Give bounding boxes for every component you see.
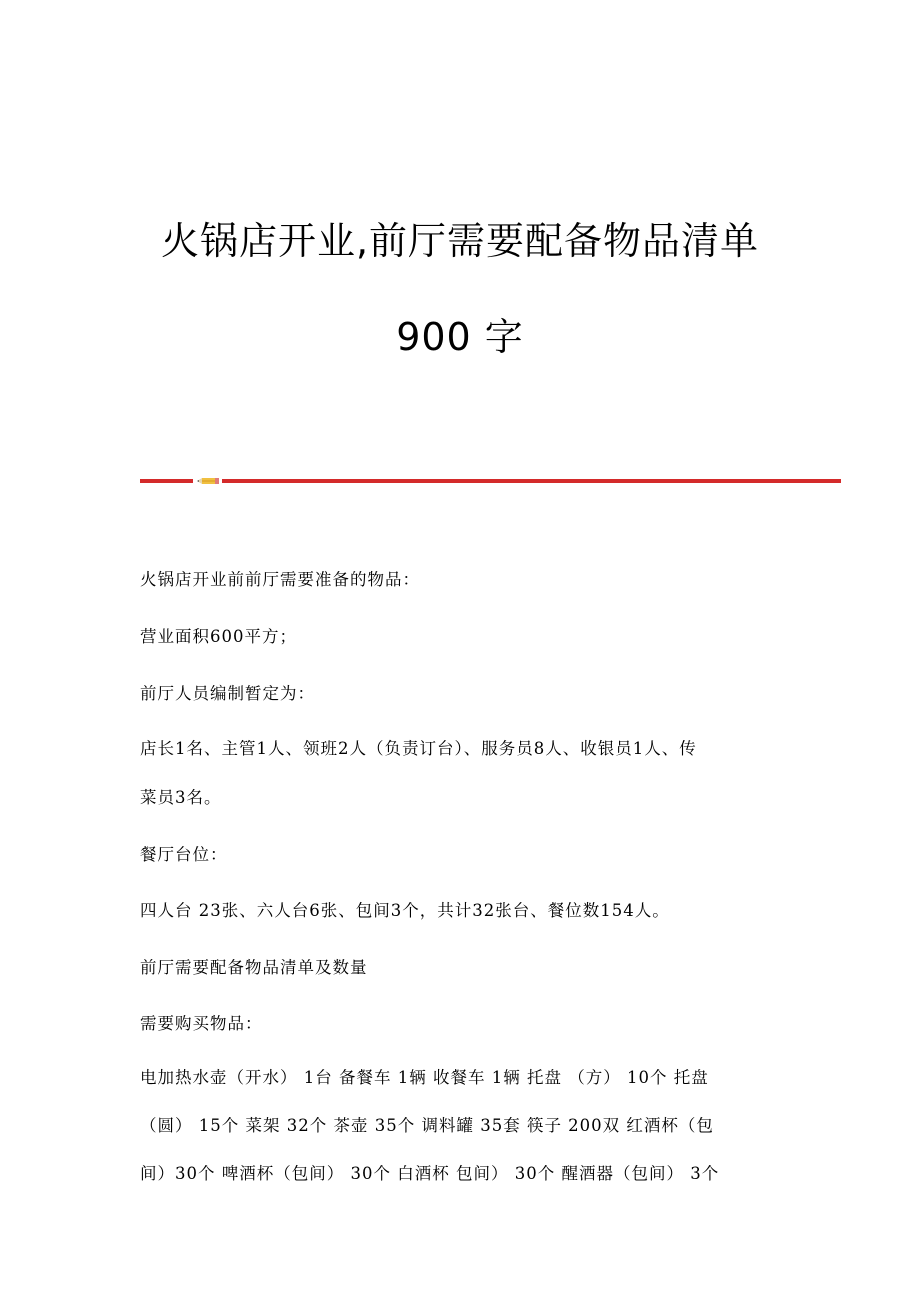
paragraph-intro: 火锅店开业前前厅需要准备的物品： bbox=[140, 570, 420, 589]
paragraph-purchase-heading: 需要购买物品： bbox=[140, 1014, 263, 1033]
paragraph-area: 营业面积600平方； bbox=[140, 627, 297, 646]
paragraph-items-line-2: （圆） 15个 菜架 32个 茶壶 35个 调料罐 35套 筷子 200双 红酒杯（包 bbox=[140, 1116, 714, 1135]
pencil-icon bbox=[197, 476, 219, 486]
title-divider bbox=[140, 478, 841, 484]
paragraph-list-heading: 前厅需要配备物品清单及数量 bbox=[140, 958, 368, 977]
document-title-line-2: 900 字 bbox=[396, 315, 524, 359]
paragraph-items-line-1: 电加热水壶（开水） 1台 备餐车 1辆 收餐车 1辆 托盘 （方） 10个 托盘 bbox=[140, 1068, 709, 1087]
divider-bar-right bbox=[222, 479, 841, 483]
paragraph-tables: 四人台 23张、六人台6张、包间3个，共计32张台、餐位数154人。 bbox=[140, 901, 670, 920]
paragraph-staffing-heading: 前厅人员编制暂定为： bbox=[140, 684, 315, 703]
divider-bar-left bbox=[140, 479, 193, 483]
paragraph-staffing-line-1: 店长1名、主管1人、领班2人（负责订台）、服务员8人、收银员1人、传 bbox=[140, 739, 697, 758]
paragraph-staffing-line-2: 菜员3名。 bbox=[140, 788, 222, 807]
paragraph-tables-heading: 餐厅台位： bbox=[140, 845, 228, 864]
document-title-line-1: 火锅店开业,前厅需要配备物品清单 bbox=[160, 219, 760, 263]
paragraph-items-line-3: 间）30个 啤酒杯（包间） 30个 白酒杯 包间） 30个 醒酒器（包间） 3个 bbox=[140, 1164, 720, 1183]
